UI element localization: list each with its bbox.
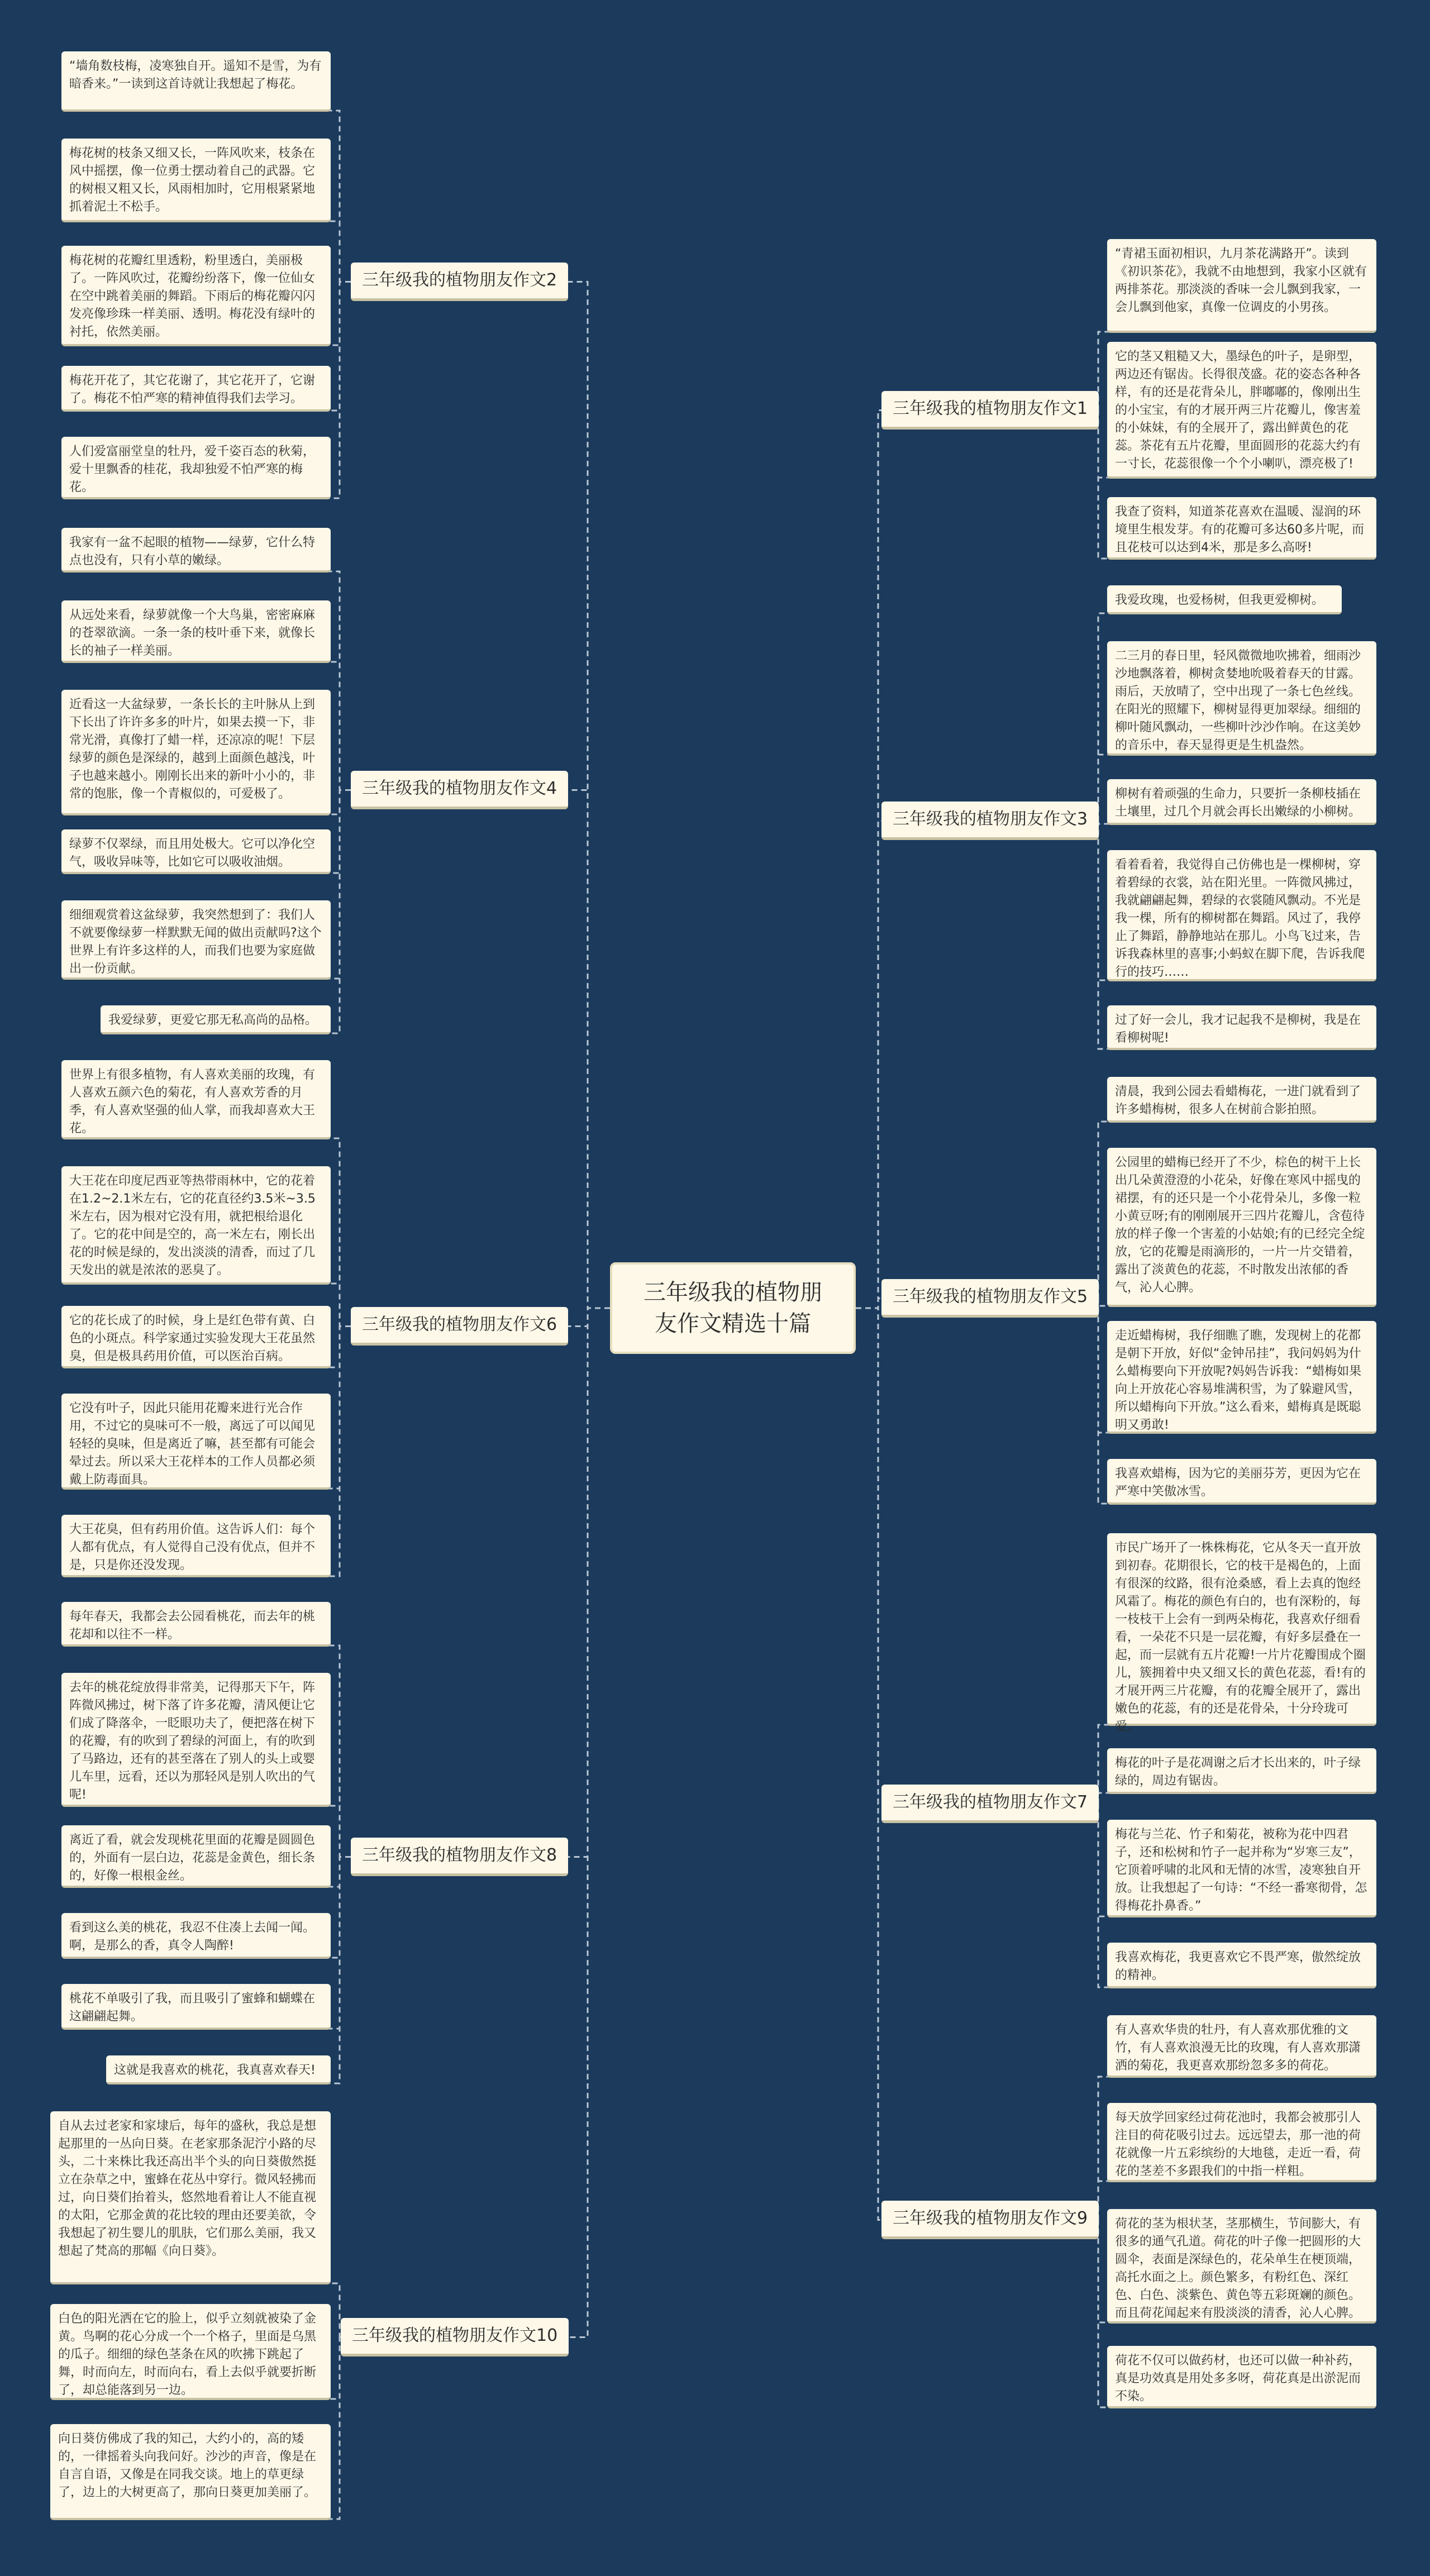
leaf-text: 梅花的叶子是花凋谢之后才长出来的，叶子绿绿的，周边有锯齿。 bbox=[1107, 1748, 1376, 1794]
leaf-text: 每天放学回家经过荷花池时，我都会被那引人注目的荷花吸引过去。远远望去，那一池的荷花就像一片五彩缤纷的大地毯，走近一看，荷花的茎差不多跟我们的中指一样粗。 bbox=[1107, 2103, 1376, 2182]
leaf-text: “墙角数枝梅，凌寒独自开。遥知不是雪，为有暗香来。”一读到这首诗就让我想起了梅花。 bbox=[61, 51, 331, 112]
branch-essay-6[interactable] bbox=[351, 1307, 568, 1346]
leaf-text: 向日葵仿佛成了我的知己，大约小的，高的矮的，一律摇着头向我问好。沙沙的声音，像是在自言自语，又像是在同我交谈。地上的草更绿了，边上的大树更高了，那向日葵更加美丽了。 bbox=[50, 2424, 331, 2520]
branch-essay-5[interactable] bbox=[881, 1279, 1099, 1318]
leaf-text: 它没有叶子，因此只能用花瓣来进行光合作用，不过它的臭味可不一般，离远了可以闻见轻轻的臭味，但是离近了嘛，甚至都有可能会晕过去。所以采大王花样本的工作人员都必须戴上防毒面具。 bbox=[61, 1394, 331, 1490]
leaf-text: 近看这一大盆绿萝，一条长长的主叶脉从上到下长出了许许多多的叶片，如果去摸一下，非常光滑，真像打了蜡一样，还凉凉的呢！下层绿萝的颜色是深绿的，越到上面颜色越浅，叶子也越来越小。刚刚长出来的新叶小小的，非常的饱胀，像一个青椒似的，可爱极了。 bbox=[61, 690, 331, 815]
connector-line bbox=[568, 790, 610, 1309]
leaf-text: 从远处来看，绿萝就像一个大鸟巢，密密麻麻的苍翠欲滴。一条一条的枝叶垂下来，就像长长的袖子一样美丽。 bbox=[61, 600, 331, 663]
connector-line bbox=[568, 1308, 610, 1327]
branch-essay-2[interactable] bbox=[351, 263, 568, 301]
leaf-text: 大王花在印度尼西亚等热带雨林中，它的花着在1.2~2.1米左右，它的花直径约3.5米~3.5米左右，因为根对它没有用，就把根给退化了。它的花中间是空的，高一米左右，刚长出花的时候是绿的，发出淡淡的清香，而过了几天发出的就是浓浓的恶臭了。 bbox=[61, 1166, 331, 1285]
leaf-text: 荷花不仅可以做药材，也还可以做一种补药，真是功效真是用处多多呀，荷花真是出淤泥而不染。 bbox=[1107, 2346, 1376, 2408]
branch-essay-1[interactable] bbox=[881, 391, 1099, 430]
connector-line bbox=[569, 1308, 610, 2338]
root-topic[interactable] bbox=[610, 1262, 856, 1354]
leaf-text: 梅花树的花瓣红里透粉，粉里透白，美丽极了。一阵风吹过，花瓣纷纷落下，像一位仙女在空中跳着美丽的舞蹈。下雨后的梅花瓣闪闪发亮像珍珠一样美丽、透明。梅花没有绿叶的衬托，依然美丽。 bbox=[61, 246, 331, 346]
branch-label: 三年级我的植物朋友作文2 bbox=[362, 270, 557, 290]
connector-line bbox=[568, 1308, 610, 1857]
connector-line bbox=[109, 1857, 351, 2084]
leaf-text: “青裙玉面初相识，九月茶花满路开”。读到《初识茶花》，我就不由地想到，我家小区就有两排茶花。那淡淡的香味一会儿飘到我家，一会儿飘到他家，真像一位调皮的小男孩。 bbox=[1107, 239, 1376, 333]
leaf-text: 人们爱富丽堂皇的牡丹，爱千姿百态的秋菊，爱十里飘香的桂花，我却独爱不怕严寒的梅花。 bbox=[61, 437, 331, 499]
leaf-text: 它的茎又粗糙又大，墨绿色的叶子，是卵型，两边还有锯齿。长得很茂盛。花的姿态各种各样，有的还是花背朵儿，胖嘟嘟的，像刚出生的小宝宝，有的才展开两三片花瓣儿，像害羞的小妹妹，有的全展开了，露出鲜黄色的花蕊。茶花有五片花瓣，里面圆形的花蕊大约有一寸长，花蕊很像一个个小喇叭，漂亮极了! bbox=[1107, 342, 1376, 479]
connector-line bbox=[1098, 1793, 1373, 1804]
leaf-text: 桃花不单吸引了我，而且吸引了蜜蜂和蝴蝶在这翩翩起舞。 bbox=[61, 1984, 331, 2030]
leaf-text: 自从去过老家和家埭后，每年的盛秋，我总是想起那里的一丛向日葵。在老家那条泥泞小路的尽头，二十来株比我还高出半个头的向日葵傲然挺立在杂草之中，蜜蜂在花丛中穿行。微风轻拂而过，向日葵们抬着头，悠然地看着让人不能直视的太阳，它那金黄的花比较的理由还要美欲，令我想起了初生婴儿的肌肤，它们那么美丽，我又想起了梵高的那幅《向日葵》。 bbox=[50, 2111, 331, 2284]
leaf-text: 离近了看，就会发现桃花里面的花瓣是圆圆色的，外面有一层白边，花蕊是金黄色，细长条的，好像一根根金丝。 bbox=[61, 1825, 331, 1888]
branch-essay-10[interactable] bbox=[341, 2318, 569, 2356]
leaf-text: 白色的阳光洒在它的脸上，似乎立刻就被染了金黄。鸟啊的花心分成一个一个格子，里面是乌黑的瓜子。细细的绿色茎条在风的吹拂下跳起了舞，时而向左，时而向右，看上去似乎就要折断了，却总能落到另一边。 bbox=[50, 2304, 331, 2400]
leaf-text: 去年的桃花绽放得非常美，记得那天下午，阵阵微风拂过，树下落了许多花瓣，清风便让它们成了降落伞，一眨眼功夫了，便把落在树下的花瓣，有的吹到了碧绿的河面上，有的吹到了马路边，还有的甚至落在了别人的头上或婴儿车里，远看，还以为那轻风是别人吹出的气呢! bbox=[61, 1673, 331, 1807]
leaf-text: 走近蜡梅树，我仔细瞧了瞧，发现树上的花都是朝下开放，好似“金钟吊挂”，我问妈妈为什么蜡梅要向下开放呢?妈妈告诉我：“蜡梅如果向上开放花心容易堆满积雪，为了躲避风雪，所以蜡梅向下开放。”这么看来，蜡梅真是既聪明又勇敢! bbox=[1107, 1321, 1376, 1434]
branch-essay-4[interactable] bbox=[351, 771, 568, 809]
branch-essay-8[interactable] bbox=[351, 1838, 568, 1876]
leaf-text: 它的花长成了的时候，身上是红色带有黄、白色的小斑点。科学家通过实验发现大王花虽然臭，但是极具药用价值，可以医治百病。 bbox=[61, 1306, 331, 1368]
leaf-text: 我喜欢蜡梅，因为它的美丽芬芳，更因为它在严寒中笑傲冰雪。 bbox=[1107, 1459, 1376, 1505]
connector-line bbox=[856, 411, 881, 1309]
leaf-text: 我爱绿萝，更爱它那无私高尚的品格。 bbox=[101, 1005, 331, 1034]
leaf-text: 细细观赏着这盆绿萝，我突然想到了：我们人不就要像绿萝一样默默无闻的做出贡献吗?这个世界上有许多这样的人，而我们也要为家庭做出一份贡献。 bbox=[61, 900, 331, 980]
leaf-text: 柳树有着顽强的生命力，只要折一条柳枝插在土壤里，过几个月就会再长出嫩绿的小柳树。 bbox=[1107, 779, 1376, 825]
branch-label: 三年级我的植物朋友作文1 bbox=[893, 399, 1088, 418]
leaf-text: 我家有一盆不起眼的植物——绿萝，它什么特点也没有，只有小草的嫩绿。 bbox=[61, 528, 331, 573]
branch-label: 三年级我的植物朋友作文10 bbox=[352, 2326, 558, 2345]
leaf-text: 我查了资料，知道茶花喜欢在温暖、湿润的环境里生根发芽。有的花瓣可多达60多片呢，而且花枝可以达到4米，那是多么高呀! bbox=[1107, 497, 1376, 560]
leaf-text: 看着看着，我觉得自己仿佛也是一棵柳树，穿着碧绿的衣裳，站在阳光里。一阵微风拂过，我就翩翩起舞，碧绿的衣裳随风飘动。不光是我一棵，所有的柳树都在舞蹈。风过了，我停止了舞蹈，静静地站在那儿。小鸟飞过来，告诉我森林里的喜事;小蚂蚁在脚下爬，告诉我爬行的技巧…… bbox=[1107, 850, 1376, 981]
branch-label: 三年级我的植物朋友作文9 bbox=[893, 2208, 1088, 2228]
leaf-text: 过了好一会儿，我才记起我不是柳树，我是在看柳树呢! bbox=[1107, 1005, 1376, 1050]
branch-label: 三年级我的植物朋友作文7 bbox=[893, 1792, 1088, 1812]
branch-essay-9[interactable] bbox=[881, 2201, 1099, 2239]
leaf-text: 我喜欢梅花，我更喜欢它不畏严寒，傲然绽放的精神。 bbox=[1107, 1943, 1376, 1988]
leaf-text: 梅花与兰花、竹子和菊花，被称为花中四君子，还和松树和竹子一起并称为“岁寒三友”，它顶着呼啸的北风和无情的冰雪，凌寒独自开放。让我想起了一句诗：“不经一番寒彻骨，怎得梅花扑鼻香。” bbox=[1107, 1820, 1376, 1917]
leaf-text: 市民广场开了一株株梅花，它从冬天一直开放到初春。花期很长，它的枝干是褐色的，上面有很深的纹路，很有沧桑感，看上去真的饱经风霜了。梅花的颜色有白的，也有深粉的，每一枝枝干上会有一到两朵梅花，我喜欢仔细看看，一朵花不只是一层花瓣，有好多层叠在一起，而一层就有五片花瓣!一片片花瓣围成个圈儿，簇拥着中央又细又长的黄色花蕊，看!有的才展开两三片花瓣，有的花瓣全展开了，露出嫩色的花蕊，有的还是花骨朵，十分玲珑可爱。 bbox=[1107, 1533, 1376, 1726]
connector-line bbox=[568, 282, 610, 1309]
branch-essay-7[interactable] bbox=[881, 1785, 1099, 1823]
leaf-text: 世界上有很多植物，有人喜欢美丽的玫瑰，有人喜欢五颜六色的菊花，有人喜欢芳香的月季，有人喜欢坚强的仙人掌，而我却喜欢大王花。 bbox=[61, 1060, 331, 1139]
leaf-text: 清晨，我到公园去看蜡梅花，一进门就看到了许多蜡梅树，很多人在树前合影拍照。 bbox=[1107, 1077, 1376, 1123]
branch-essay-3[interactable] bbox=[881, 802, 1099, 840]
branch-label: 三年级我的植物朋友作文6 bbox=[362, 1315, 557, 1334]
leaf-text: 看到这么美的桃花，我忍不住凑上去闻一闻。啊，是那么的香，真令人陶醉! bbox=[61, 1913, 331, 1959]
branch-label: 三年级我的植物朋友作文4 bbox=[362, 779, 557, 798]
leaf-text: 这就是我喜欢的桃花，我真喜欢春天! bbox=[106, 2055, 331, 2084]
leaf-text: 有人喜欢华贵的牡丹，有人喜欢那优雅的文竹，有人喜欢浪漫无比的玫瑰，有人喜欢那潇洒的菊花，我更喜欢那纷忽多多的荷花。 bbox=[1107, 2015, 1376, 2078]
leaf-text: 梅花树的枝条又细又长，一阵风吹来，枝条在风中摇摆，像一位勇士摆动着自己的武器。它的树根又粗又长，风雨相加时，它用根紧紧地抓着泥土不松手。 bbox=[61, 139, 331, 222]
leaf-text: 每年春天，我都会去公园看桃花，而去年的桃花却和以往不一样。 bbox=[61, 1602, 331, 1647]
connector-line bbox=[856, 821, 881, 1309]
branch-label: 三年级我的植物朋友作文8 bbox=[362, 1845, 557, 1865]
leaf-text: 大王花臭，但有药用价值。这告诉人们：每个人都有优点，有人觉得自己没有优点，但并不是，只是你还没发现。 bbox=[61, 1515, 331, 1577]
connector-line bbox=[856, 1308, 881, 2220]
leaf-text: 公园里的蜡梅已经开了不少，棕色的树干上长出几朵黄澄澄的小花朵，好像在寒风中摇曳的裙摆，有的还只是一个小花骨朵儿，多像一粒小黄豆呀;有的刚刚展开三四片花瓣儿，含苞待放的样子像一个害羞的小姑娘;有的已经完全绽放，它的花瓣是雨滴形的，一片一片交错着，露出了淡黄色的花蕊，不时散发出浓郁的香气，沁人心脾。 bbox=[1107, 1148, 1376, 1307]
leaf-text: 二三月的春日里，轻风微微地吹拂着，细雨沙沙地飘落着，柳树贪婪地吮吸着春天的甘露。雨后，天放晴了，空中出现了一条七色丝线。在阳光的照耀下，柳树显得更加翠绿。细细的柳叶随风飘动，一些柳叶沙沙作响。在这美妙的音乐中，春天显得更是生机盎然。 bbox=[1107, 641, 1376, 756]
leaf-text: 梅花开花了，其它花谢了，其它花开了，它谢了。梅花不怕严寒的精神值得我们去学习。 bbox=[61, 366, 331, 412]
leaf-text: 荷花的茎为根状茎，茎那横生，节间膨大，有很多的通气孔道。荷花的叶子像一把圆形的大圆伞，表面是深绿色的，花朵单生在梗顶端，高托水面之上。颜色繁多，有粉红色、深红色、白色、淡紫色、黄色等五彩斑斓的颜色。而且荷花闻起来有股淡淡的清香，沁人心脾。 bbox=[1107, 2209, 1376, 2324]
leaf-text: 我爱玫瑰，也爱杨树，但我更爱柳树。 bbox=[1107, 585, 1342, 614]
branch-label: 三年级我的植物朋友作文3 bbox=[893, 809, 1088, 829]
root-title: 三年级我的植物朋友作文精选十篇 bbox=[644, 1280, 822, 1337]
branch-label: 三年级我的植物朋友作文5 bbox=[893, 1287, 1088, 1306]
leaf-text: 绿萝不仅翠绿，而且用处极大。它可以净化空气，吸收异味等，比如它可以吸收油烟。 bbox=[61, 829, 331, 874]
connector-line bbox=[856, 1299, 881, 1309]
connector-line bbox=[856, 1308, 881, 1804]
